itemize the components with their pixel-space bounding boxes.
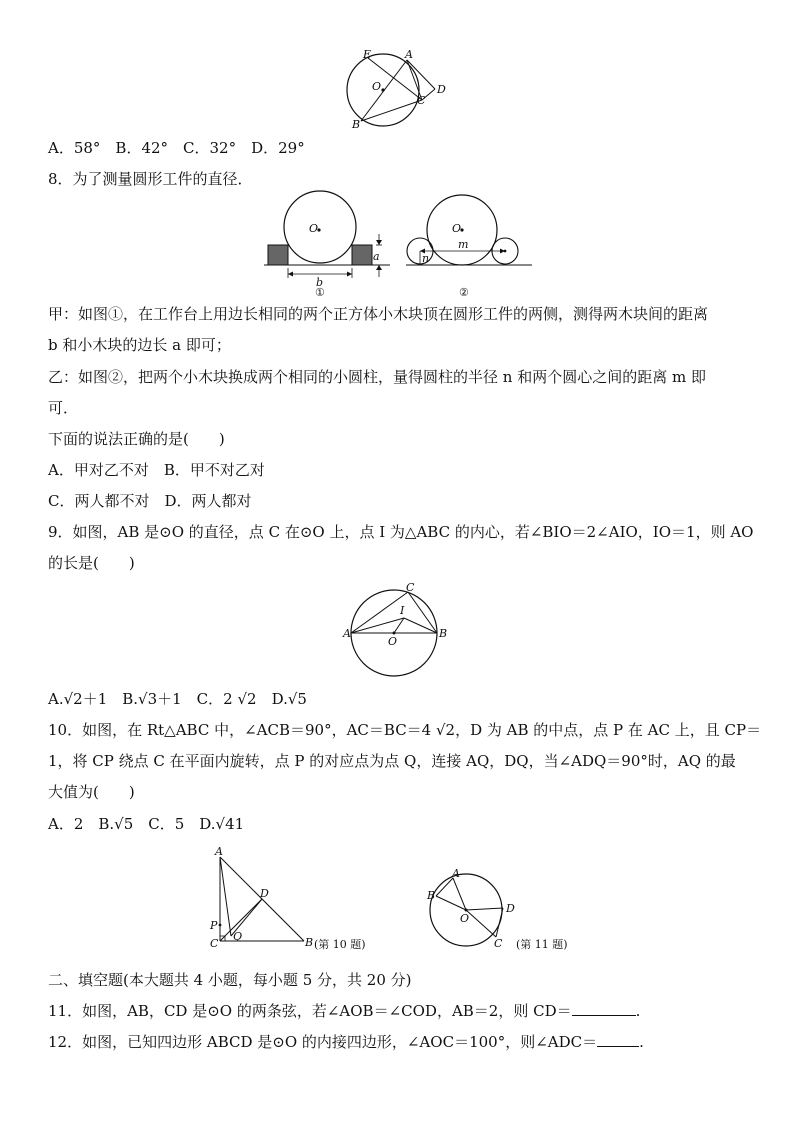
q9-label-a: A — [343, 627, 351, 640]
q9-label-o: O — [388, 635, 398, 648]
q11-figure — [424, 866, 594, 956]
q9-label-c: C — [406, 582, 415, 594]
q8-fig2-label-n: n — [422, 252, 430, 265]
q7-label-c: C — [417, 94, 426, 107]
q10-label-c: C — [210, 937, 219, 950]
q8-fig2-number: ② — [459, 286, 469, 298]
q10-stem-line-1: 10．如图，在 Rt△ABC 中，∠ACB＝90°，AC＝BC＝4 √2，D 为 AB 的中点，点 P 在 AC 上，且 CP＝ — [48, 721, 762, 739]
q9-stem-line-1: 9．如图，AB 是⊙O 的直径，点 C 在⊙O 上，点 I 为△ABC 的内心，若∠BIO＝2∠AIO，IO＝1，则 AO — [48, 523, 754, 541]
q12-stem — [48, 1032, 644, 1052]
q10-caption: (第 10 题) — [314, 938, 366, 951]
q11-text: 11．如图，AB，CD 是⊙O 的两条弦，若∠AOB＝∠COD，AB＝2，则 CD＝ — [48, 1002, 572, 1020]
q8-fig2-label-o: O — [452, 222, 462, 235]
q10-stem-line-3: 大值为( ) — [48, 783, 135, 801]
q8-options-2: C．两人都不对 D．两人都对 — [48, 492, 252, 510]
q7-label-e: E — [363, 48, 372, 61]
q9-options: A.√2＋1 B.√3＋1 C．2 √2 D.√5 — [48, 690, 307, 708]
q11-period: . — [635, 1002, 641, 1020]
q9-label-i: I — [400, 604, 405, 617]
q8-fig1-label-o: O — [309, 222, 319, 235]
q8-figure-2 — [402, 190, 534, 298]
q10-figure — [206, 843, 392, 955]
q11-label-c: C — [494, 937, 503, 950]
q7-label-d: D — [437, 83, 446, 96]
q9-stem-line-2: 的长是( ) — [48, 554, 135, 572]
q7-label-b: B — [352, 118, 361, 131]
q7-options: A．58° B．42° C．32° D．29° — [48, 139, 305, 157]
q8-yi-line-1: 乙：如图②，把两个小木块换成两个相同的小圆柱，量得圆柱的半径 n 和两个圆心之间的距离 m 即 — [48, 368, 706, 386]
q7-figure — [335, 46, 455, 132]
q11-label-a: A — [452, 867, 460, 880]
q8-jia-line-1: 甲：如图①，在工作台上用边长相同的两个正方体小木块顶在圆形工件的两侧，测得两木块间的距离 — [48, 305, 709, 323]
q8-stem: 8．为了测量圆形工件的直径． — [48, 170, 253, 188]
q8-fig1-label-a: a — [373, 250, 380, 263]
q12-text: 12．如图，已知四边形 ABCD 是⊙O 的内接四边形，∠AOC＝100°，则∠ADC＝ — [48, 1033, 598, 1051]
q10-label-a: A — [215, 845, 223, 858]
q8-fig1-number: ① — [315, 286, 325, 298]
q10-stem-line-2: 1，将 CP 绕点 C 在平面内旋转，点 P 的对应点为点 Q，连接 AQ，DQ，当∠ADQ＝90°时，AQ 的最 — [48, 752, 736, 770]
q8-figure-1 — [262, 190, 392, 298]
q10-options: A．2 B.√5 C．5 D.√41 — [48, 815, 245, 833]
q9-figure — [342, 582, 454, 682]
q11-stem — [48, 1001, 640, 1021]
section-2-heading: 二、填空题(本大题共 4 小题，每小题 5 分，共 20 分) — [48, 971, 412, 989]
q8-yi-line-2: 可． — [48, 399, 79, 417]
q11-answer-blank[interactable] — [572, 1015, 636, 1016]
q8-fig2-label-m: m — [458, 238, 469, 251]
q11-label-o: O — [460, 912, 470, 925]
q10-label-p: P — [210, 919, 218, 932]
q8-fig1-label-b: b — [316, 276, 324, 289]
q7-label-o: O — [372, 80, 382, 93]
q7-label-a: A — [405, 48, 413, 61]
q8-jia-line-2: b 和小木块的边长 a 即可； — [48, 336, 231, 354]
q11-label-d: D — [506, 902, 515, 915]
q8-options-1: A．甲对乙不对 B．甲不对乙对 — [48, 461, 265, 479]
q11-caption: (第 11 题) — [516, 938, 568, 951]
q10-label-b: B — [305, 936, 314, 949]
q8-question: 下面的说法正确的是( ) — [48, 430, 225, 448]
q9-label-b: B — [439, 627, 448, 640]
q10-label-q: Q — [233, 930, 243, 943]
q11-label-b: B — [427, 889, 436, 902]
q12-answer-blank[interactable] — [597, 1046, 639, 1047]
q12-period: . — [639, 1033, 644, 1051]
q10-label-d: D — [260, 887, 269, 900]
